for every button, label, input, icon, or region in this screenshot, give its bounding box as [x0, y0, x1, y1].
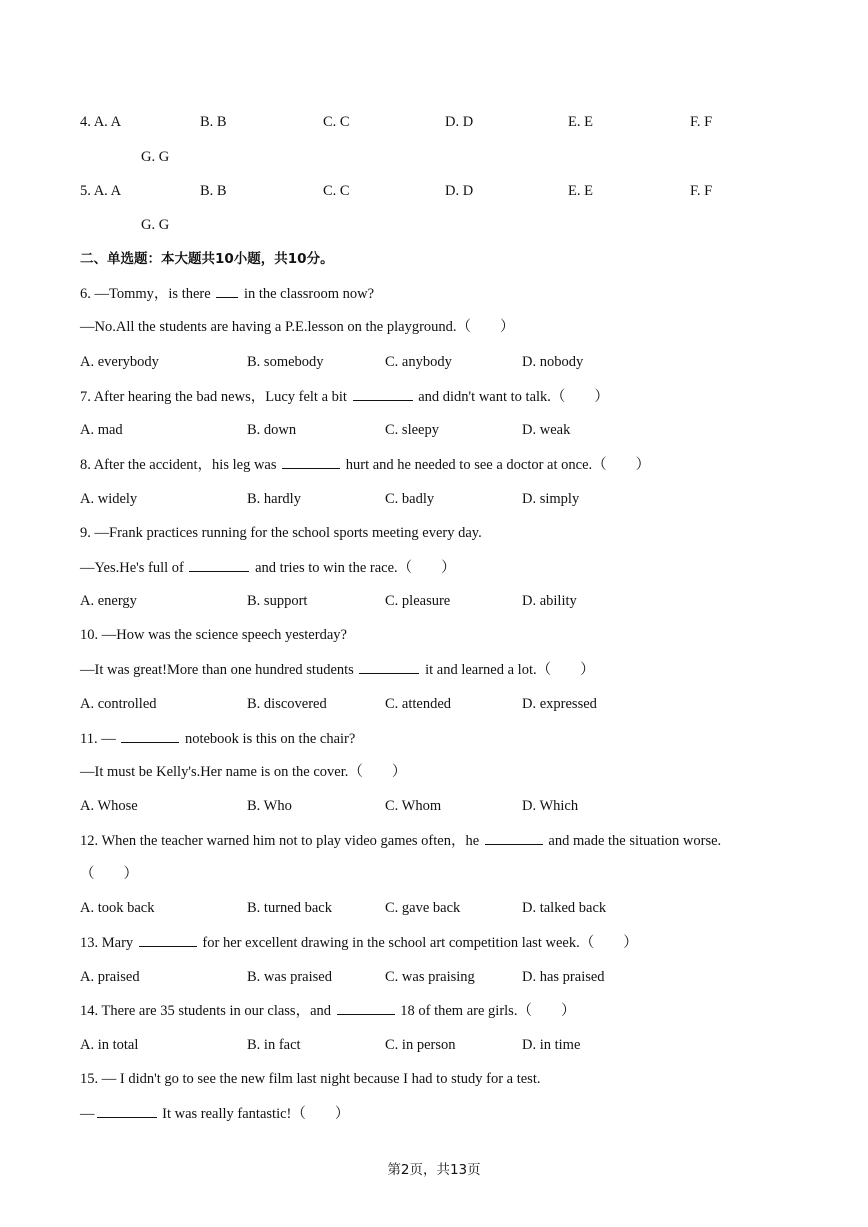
- option: A. praised: [80, 969, 140, 985]
- answer-blank: [97, 1104, 157, 1118]
- option: B. down: [247, 422, 297, 438]
- stem-text: it and learned a lot.（ ）: [421, 662, 595, 678]
- option: C. gave back: [385, 900, 461, 916]
- stem-text: 12. When the teacher warned him not to play video games often，he: [80, 833, 483, 849]
- option: B. hardly: [247, 491, 301, 507]
- answer-blank: [216, 284, 238, 298]
- stem-text: 13. Mary: [80, 935, 137, 951]
- option: A. everybody: [80, 354, 159, 370]
- option: D. D: [445, 114, 474, 130]
- q5-number: 5.: [80, 183, 91, 199]
- option: D. in time: [522, 1037, 581, 1053]
- option: C. was praising: [385, 969, 475, 985]
- stem-text: 6. —Tommy，is there: [80, 286, 215, 302]
- question-8-stem: [80, 455, 650, 474]
- option: D. talked back: [522, 900, 607, 916]
- q4-number-option-a: [80, 113, 121, 131]
- question-12-stem: [80, 831, 721, 850]
- option: A. widely: [80, 491, 138, 507]
- option: D. has praised: [522, 969, 605, 985]
- answer-blank: [282, 455, 340, 469]
- question-14-stem: [80, 1001, 575, 1020]
- option: A. controlled: [80, 696, 157, 712]
- q5-option-g: G. G: [141, 217, 170, 233]
- answer-blank: [359, 660, 419, 674]
- stem-text: 18 of them are girls.（ ）: [396, 1003, 576, 1019]
- option: D. D: [445, 183, 474, 199]
- option: B. turned back: [247, 900, 332, 916]
- stem-text: 11. —: [80, 731, 120, 747]
- stem-text: hurt and he needed to see a doctor at once.（ ）: [342, 457, 651, 473]
- question-9-reply: [80, 558, 456, 577]
- question-10-stem: 10. —How was the science speech yesterday?: [80, 627, 347, 643]
- question-12-paren: （ ）: [80, 866, 138, 882]
- answer-blank: [121, 729, 179, 743]
- stem-text: 8. After the accident，his leg was: [80, 457, 281, 473]
- option: C. pleasure: [385, 593, 451, 609]
- question-6-stem: [80, 284, 374, 303]
- option: A. Whose: [80, 798, 138, 814]
- option: C. Whom: [385, 798, 442, 814]
- stem-text: and tries to win the race.（ ）: [251, 560, 456, 576]
- answer-blank: [189, 558, 249, 572]
- option: C. badly: [385, 491, 435, 507]
- option: D. weak: [522, 422, 571, 438]
- question-11-reply: —It must be Kelly's.Her name is on the cover.（ ）: [80, 764, 407, 780]
- answer-blank: [485, 831, 543, 845]
- option: D. Which: [522, 798, 579, 814]
- question-13-stem: [80, 933, 638, 952]
- option: B. B: [200, 183, 227, 199]
- option: D. simply: [522, 491, 580, 507]
- stem-text: for her excellent drawing in the school art competition last week.（ ）: [198, 935, 638, 951]
- answer-blank: [337, 1001, 395, 1015]
- option: F. F: [690, 183, 713, 199]
- option: E. E: [568, 183, 593, 199]
- stem-text: and made the situation worse.: [544, 833, 722, 849]
- option: B. B: [200, 114, 227, 130]
- question-11-stem: [80, 729, 355, 748]
- question-15-stem: 15. — I didn't go to see the new film last night because I had to study for a test.: [80, 1071, 541, 1087]
- option: D. ability: [522, 593, 577, 609]
- option: B. in fact: [247, 1037, 301, 1053]
- answer-blank: [139, 933, 197, 947]
- option: C. sleepy: [385, 422, 439, 438]
- option: C. C: [323, 114, 350, 130]
- question-15-reply: [80, 1104, 349, 1123]
- q5-number-option-a: [80, 182, 121, 200]
- option: E. E: [568, 114, 593, 130]
- option: C. C: [323, 183, 350, 199]
- option: F. F: [690, 114, 713, 130]
- option: D. expressed: [522, 696, 597, 712]
- option: B. somebody: [247, 354, 324, 370]
- option: C. attended: [385, 696, 452, 712]
- q4-number: 4.: [80, 114, 91, 130]
- option: B. discovered: [247, 696, 327, 712]
- option: B. was praised: [247, 969, 332, 985]
- option: A. mad: [80, 422, 123, 438]
- question-6-reply: —No.All the students are having a P.E.lesson on the playground.（ ）: [80, 319, 515, 335]
- stem-text: It was really fantastic!（ ）: [158, 1106, 350, 1122]
- option: C. anybody: [385, 354, 452, 370]
- question-9-stem: 9. —Frank practices running for the school sports meeting every day.: [80, 525, 482, 541]
- stem-text: 14. There are 35 students in our class，and: [80, 1003, 335, 1019]
- stem-text: —It was great!More than one hundred students: [80, 662, 358, 678]
- option: B. Who: [247, 798, 292, 814]
- answer-blank: [353, 387, 413, 401]
- option: A. took back: [80, 900, 155, 916]
- option: C. in person: [385, 1037, 456, 1053]
- stem-text: and didn't want to talk.（ ）: [414, 389, 609, 405]
- option: A. in total: [80, 1037, 139, 1053]
- page-footer: 第2页，共13页: [387, 1162, 481, 1178]
- stem-text: —Yes.He's full of: [80, 560, 188, 576]
- question-7-stem: [80, 387, 609, 406]
- stem-text: notebook is this on the chair?: [181, 731, 356, 747]
- option: B. support: [247, 593, 308, 609]
- option: D. nobody: [522, 354, 584, 370]
- option: A. A: [93, 183, 122, 199]
- option: A. A: [93, 114, 122, 130]
- question-10-reply: [80, 660, 595, 679]
- stem-text: 7. After hearing the bad news，Lucy felt a bit: [80, 389, 351, 405]
- option: A. energy: [80, 593, 137, 609]
- stem-text: in the classroom now?: [240, 286, 375, 302]
- section-title: 二、单选题：本大题共10小题，共10分。: [80, 251, 334, 267]
- stem-text: —: [80, 1106, 95, 1122]
- q4-option-g: G. G: [141, 149, 170, 165]
